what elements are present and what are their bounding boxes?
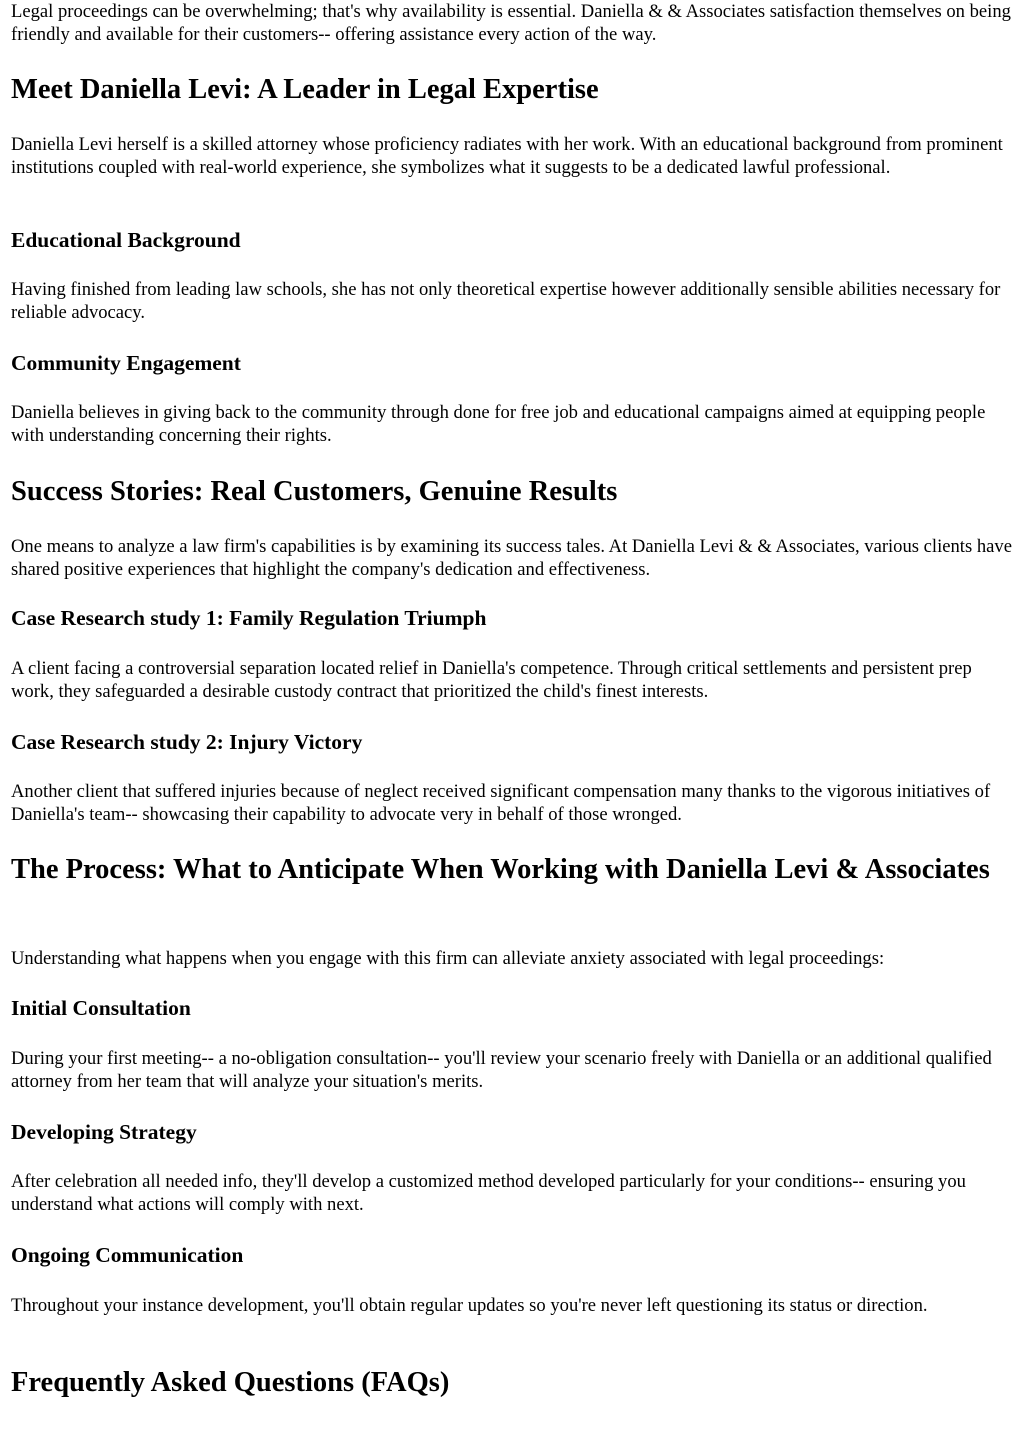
- heading-meet-daniella-levi: Meet Daniella Levi: A Leader in Legal Expertise: [11, 74, 599, 105]
- paragraph-ongoing-communication: Throughout your instance development, you'll obtain regular updates so you're never left questioning its status or direction.: [11, 1295, 928, 1316]
- heading-initial-consultation: Initial Consultation: [11, 996, 191, 1020]
- heading-ongoing-communication: Ongoing Communication: [11, 1243, 244, 1267]
- heading-case-study-1: Case Research study 1: Family Regulation Triumph: [11, 606, 487, 630]
- heading-the-process: The Process: What to Anticipate When Working with Daniella Levi & Associates: [11, 854, 990, 885]
- heading-case-study-2: Case Research study 2: Injury Victory: [11, 730, 363, 754]
- paragraph-the-process: Understanding what happens when you engage with this firm can alleviate anxiety associated with legal proceedings:: [11, 948, 885, 969]
- paragraph-educational-background: Having finished from leading law schools, she has not only theoretical expertise however additionally sensible abilities necessary for reliable advocacy.: [11, 279, 1001, 324]
- heading-success-stories: Success Stories: Real Customers, Genuine Results: [11, 476, 618, 507]
- paragraph-case-study-1: A client facing a controversial separation located relief in Daniella's competence. Through critical settlements and persistent prep work, they safeguarded a desirable custody contract that prioritized the child's finest interests.: [11, 658, 972, 703]
- heading-developing-strategy: Developing Strategy: [11, 1120, 197, 1144]
- heading-community-engagement: Community Engagement: [11, 351, 241, 375]
- heading-faqs: Frequently Asked Questions (FAQs): [11, 1367, 450, 1398]
- paragraph-community-engagement: Daniella believes in giving back to the community through done for free job and educational campaigns aimed at equipping people with understanding concerning their rights.: [11, 402, 986, 447]
- paragraph-initial-consultation: During your first meeting-- a no-obligation consultation-- you'll review your scenario freely with Daniella or an additional qualified attorney from her team that will analyze your situation's merits.: [11, 1048, 992, 1093]
- heading-educational-background: Educational Background: [11, 228, 241, 252]
- paragraph-success-stories: One means to analyze a law firm's capabilities is by examining its success tales. At Daniella Levi & & Associates, various clients have shared positive experiences that highlight the company's dedication and effectiveness.: [11, 536, 1012, 581]
- paragraph-developing-strategy: After celebration all needed info, they'll develop a customized method developed particularly for your conditions-- ensuring you understand what actions will comply with next.: [11, 1171, 966, 1216]
- paragraph-accessibility: Legal proceedings can be overwhelming; that's why availability is essential. Daniella & & Associates satisfaction themselves on being friendly and available for their customers-- offering assistance every action of the way.: [11, 1, 1011, 46]
- paragraph-daniella-bio: Daniella Levi herself is a skilled attorney whose proficiency radiates with her work. With an educational background from prominent institutions coupled with real-world experience, she symbolizes what it suggests to be a dedicated lawful professional.: [11, 134, 1003, 179]
- paragraph-case-study-2: Another client that suffered injuries because of neglect received significant compensation many thanks to the vigorous initiatives of Daniella's team-- showcasing their capability to advocate very in behalf of those wronged.: [11, 781, 991, 826]
